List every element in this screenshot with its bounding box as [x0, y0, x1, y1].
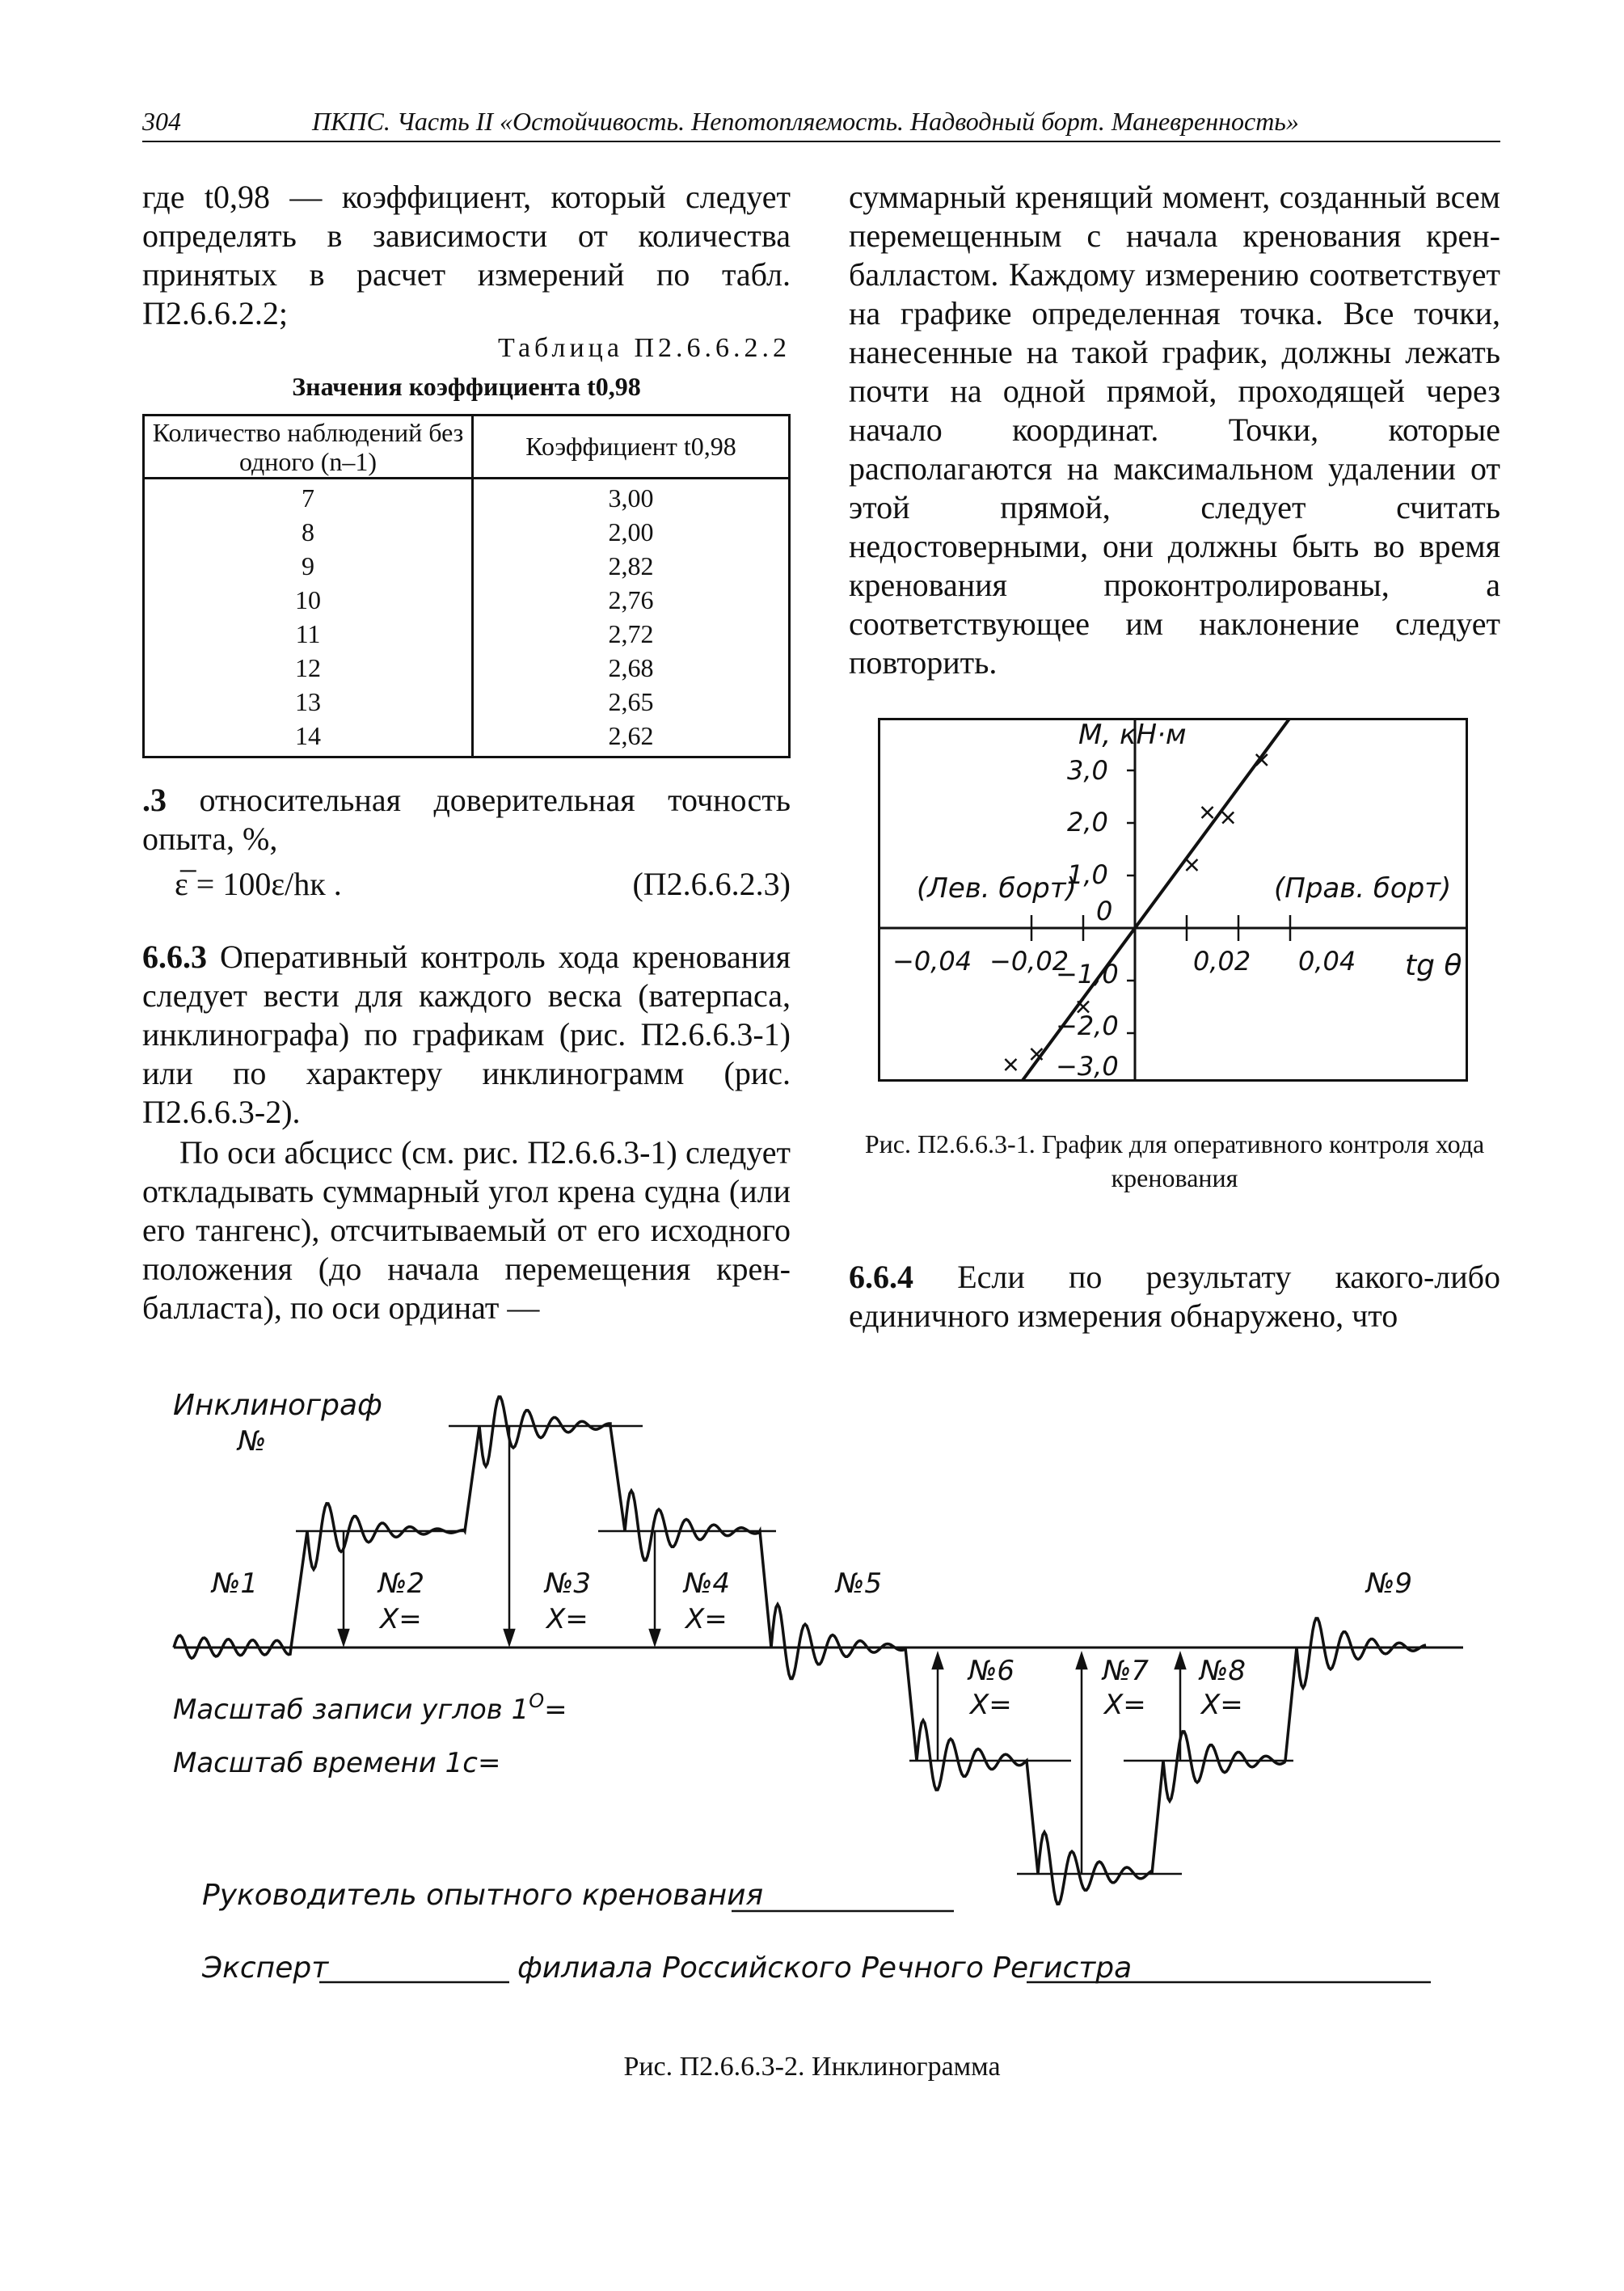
station-label-9: №9 [1366, 1567, 1412, 1600]
angle-scale-prefix: Масштаб записи углов 1 [173, 1694, 529, 1726]
station-label-3: №3 [545, 1567, 591, 1600]
station-label-8: №8 [1200, 1655, 1246, 1687]
data-point [1005, 1059, 1016, 1070]
angle-scale-label [173, 1690, 567, 1726]
table-cell-t: 2,82 [608, 551, 654, 580]
formula-ref: (П2.6.6.2.3) [632, 866, 791, 902]
station-label-5: №5 [836, 1567, 882, 1600]
x-tick-label: −0,04 [892, 946, 972, 977]
y-tick-label: 3,0 [1067, 755, 1108, 786]
table-cell-n: 13 [295, 687, 321, 716]
y-tick-label: −3,0 [1056, 1051, 1119, 1082]
x-equals-label: X= [1104, 1689, 1146, 1721]
header-rule [142, 141, 1500, 142]
supervisor-label: Руководитель опытного кренования [202, 1879, 764, 1912]
intro-paragraph: где t0,98 — коэффициент, который следует определять в зависимости от количества принятых в расчет измерений по табл. П2.6.6.2.2; [142, 179, 791, 331]
y-tick-label: −1,0 [1056, 959, 1119, 989]
table-cell-t: 2,68 [608, 653, 654, 682]
branch-label: филиала Российского Речного Регистра [517, 1951, 1133, 1985]
n-values-column [144, 479, 473, 757]
time-scale-label: Масштаб времени 1с= [173, 1747, 501, 1779]
x-equals-label: X= [685, 1603, 728, 1635]
item3-number: .3 [142, 782, 167, 818]
table-cell-t: 2,76 [608, 585, 654, 614]
x-tick-label: 0,04 [1298, 946, 1356, 977]
station-label-7: №7 [1103, 1655, 1149, 1687]
station-label-2: №2 [378, 1567, 424, 1600]
x-tick-label: −0,02 [989, 946, 1069, 977]
station-label-1: №1 [212, 1567, 258, 1600]
table-cell-n: 12 [295, 653, 321, 682]
abscissa-paragraph: По оси абсцисс (см. рис. П2.6.6.3-1) следует откладывать суммарный угол крена судна (или его тангенс), отсчитываемый от его исходного положения (до начала перемещения крен-балласта), по оси ординат — [142, 1134, 791, 1326]
y-axis-label: M, кН·м [1078, 719, 1187, 751]
table-label: Таблица П2.6.6.2.2 [498, 333, 791, 363]
t-values-column [473, 479, 790, 757]
table-cell-t: 2,65 [608, 687, 654, 716]
x-equals-label: X= [970, 1689, 1012, 1721]
x-equals-label: X= [380, 1603, 422, 1635]
y-tick-label: 1,0 [1067, 859, 1108, 890]
table-cell-t: 2,00 [608, 517, 654, 546]
table-cell-n: 14 [295, 721, 321, 750]
x-tick-label: 0,02 [1193, 946, 1251, 977]
table-cell-n: 8 [302, 517, 314, 546]
section-663 [142, 938, 791, 1132]
data-point [1202, 807, 1213, 818]
table-cell-t: 2,72 [608, 619, 654, 648]
section-663-text: Оперативный контроль хода кренования следует вести для каждого веска (ватерпаса, инклинографа) по графикам (рис. П2.6.6.3-1) или по характеру инклинограмм (рис. П2.6.6.3-2). [142, 939, 791, 1130]
inclinogram-trace [174, 1397, 1426, 1904]
origin-label: 0 [1096, 896, 1113, 926]
table-cell-n: 11 [295, 619, 321, 648]
table-cell-n: 9 [302, 551, 314, 580]
station-label-6: №6 [968, 1655, 1014, 1687]
x-equals-label: X= [1201, 1689, 1243, 1721]
table-cell-n: 7 [302, 483, 314, 513]
figure2-caption: Рис. П2.6.6.3-2. Инклинограмма [623, 2052, 1001, 2082]
section-663-number: 6.6.3 [142, 939, 207, 975]
page-header [142, 107, 1500, 137]
y-tick-label: −2,0 [1056, 1010, 1119, 1041]
page-number: 304 [142, 107, 181, 136]
table-header-t: Коэффициент t0,98 [473, 416, 790, 479]
left-side-label: (Лев. борт) [917, 872, 1077, 905]
section-664 [849, 1258, 1500, 1335]
running-title: ПКПС. Часть II «Остойчивость. Непотопляемость. Надводный борт. Маневренность» [312, 107, 1299, 136]
y-tick-label: 2,0 [1067, 807, 1108, 838]
table-cell-t: 3,00 [608, 483, 654, 513]
station-label-4: №4 [684, 1567, 730, 1600]
section-664-text: Если по результату какого-либо единичного измерения обнаружено, что [849, 1259, 1500, 1334]
table-header-n: Количество наблюдений без одного (n–1) [144, 416, 473, 479]
inclinograph-label: Инклинограф [173, 1389, 382, 1422]
inclinogram-figure [0, 1358, 1624, 2069]
table-cell-t: 2,62 [608, 721, 654, 750]
operational-control-chart [878, 718, 1468, 1082]
measurement-arrows [339, 1426, 1185, 1874]
data-point [1186, 859, 1197, 871]
angle-scale-suffix: = [544, 1694, 567, 1726]
item3-text: относительная доверительная точность опыта, %, [142, 782, 791, 857]
x-equals-label: X= [546, 1603, 588, 1635]
figure1-caption: Рис. П2.6.6.3-1. График для оперативного контроля хода кренования [864, 1129, 1485, 1192]
expert-label: Эксперт [202, 1951, 329, 1985]
right-side-label: (Прав. борт) [1274, 872, 1452, 905]
formula: ε̅ = 100ε/hк . [175, 866, 342, 902]
table-cell-n: 10 [295, 585, 321, 614]
inclinograph-number-label: № [238, 1425, 267, 1458]
coefficient-table [142, 414, 791, 758]
data-point [1222, 812, 1234, 824]
x-axis-label: tg θ [1405, 949, 1462, 982]
section-664-number: 6.6.4 [849, 1259, 913, 1295]
item3-paragraph [142, 781, 791, 859]
moment-paragraph: суммарный кренящий момент, созданный всем перемещенным с начала кренования крен-балластом. Каждому измерению соответствует на графике определенная точка. Все точки, нанесенные на такой график, должны лежать почти на одной прямой, проходящей через начало координат. Точки, которые располагаются на максимальном удалении от этой прямой, следует считать недостоверными, они должны быть во время кренования проконтролированы, а соответствующее им наклонение следует повторить. [849, 179, 1500, 681]
angle-scale-degree: О [529, 1690, 545, 1712]
table-title: Значения коэффициента t0,98 [292, 372, 641, 401]
